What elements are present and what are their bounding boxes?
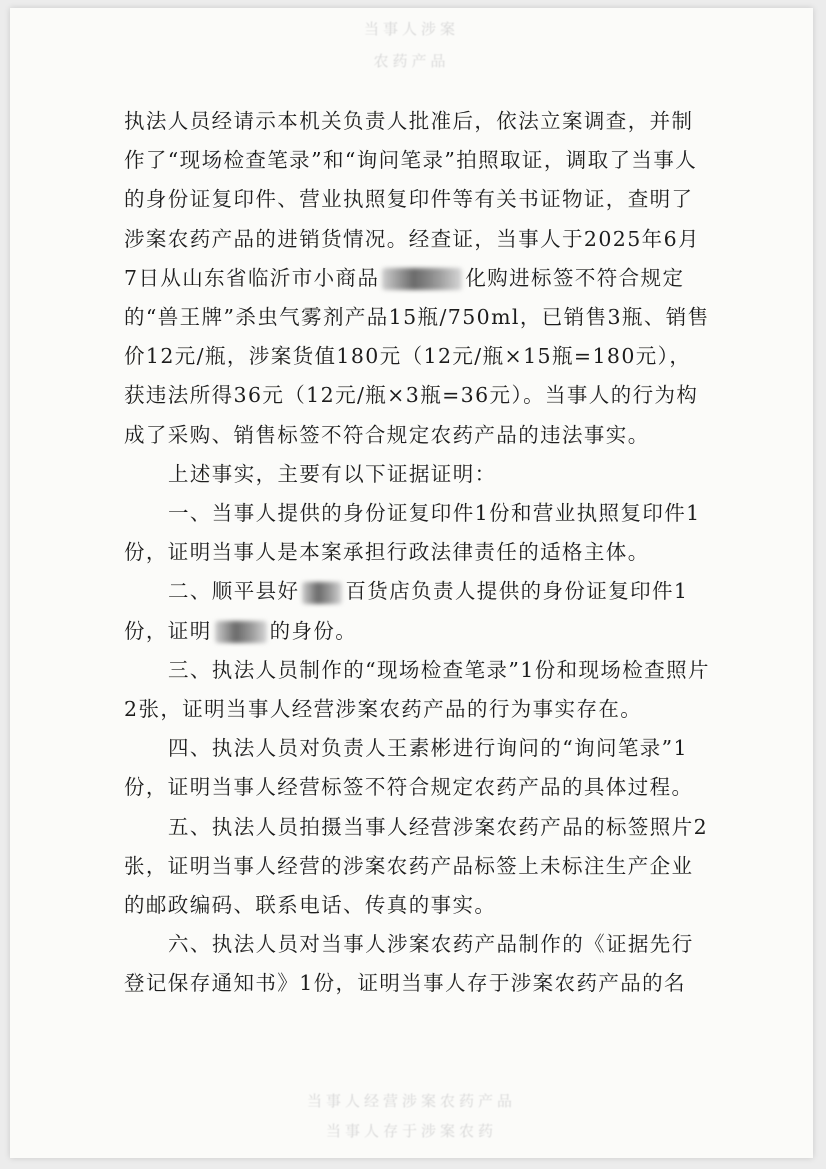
redaction-block: [302, 582, 342, 604]
redaction-block: [382, 268, 462, 290]
paragraph-evidence-intro: 上述事实，主要有以下证据证明：: [168, 461, 497, 486]
bleed-through-footer: 当事人经营涉案农药产品: [306, 1092, 516, 1110]
redaction-block: [215, 621, 267, 643]
bleed-through-header-2: 农药产品: [373, 52, 450, 70]
paragraph-evidence-3: 三、执法人员制作的“现场检查笔录”1份和现场检查照片2张，证明当事人经营涉案农药产品的行为事实存在。: [124, 657, 710, 722]
document-page: [10, 8, 813, 1158]
paragraph-evidence-1: 一、当事人提供的身份证复印件1份和营业执照复印件1份，证明当事人是本案承担行政法律责任的适格主体。: [124, 501, 701, 565]
document-body: [124, 102, 710, 1004]
bleed-through-header: 当事人涉案: [363, 20, 459, 38]
paragraph-facts: 执法人员经请示本机关负责人批准后，依法立案调查，并制作了“现场检查笔录”和“询问笔录”拍照取证，调取了当事人的身份证复印件、营业执照复印件等有关书证物证，查明了涉案农药产品的进销货情况。经查证，当事人于2025年6月7日从山东省临沂市小商品 化购进标签不符合规定的“兽王牌”杀虫气雾剂产品15瓶/750ml，已销售3瓶、销售价12元/瓶，涉案货值180元（12元/瓶×15瓶=180元），获违法所得36元（12元/瓶×3瓶=36元）。当事人的行为构成了采购、销售标签不符合规定农药产品的违法事实。: [124, 109, 710, 447]
bleed-through-footer-2: 当事人存于涉案农药: [325, 1122, 497, 1140]
paragraph-evidence-5: 五、执法人员拍摄当事人经营涉案农药产品的标签照片2张，证明当事人经营的涉案农药产品标签上未标注生产企业的邮政编码、联系电话、传真的事实。: [124, 814, 709, 918]
paragraph-evidence-4: 四、执法人员对负责人王素彬进行询问的“询问笔录”1份，证明当事人经营标签不符合规定农药产品的具体过程。: [124, 736, 694, 800]
paragraph-evidence-2: 二、顺平县好 百货店负责人提供的身份证复印件1份，证明 的身份。: [124, 579, 689, 643]
paragraph-evidence-6: 六、执法人员对当事人涉案农药产品制作的《证据先行登记保存通知书》1份，证明当事人存于涉案农药产品的名: [124, 932, 694, 996]
